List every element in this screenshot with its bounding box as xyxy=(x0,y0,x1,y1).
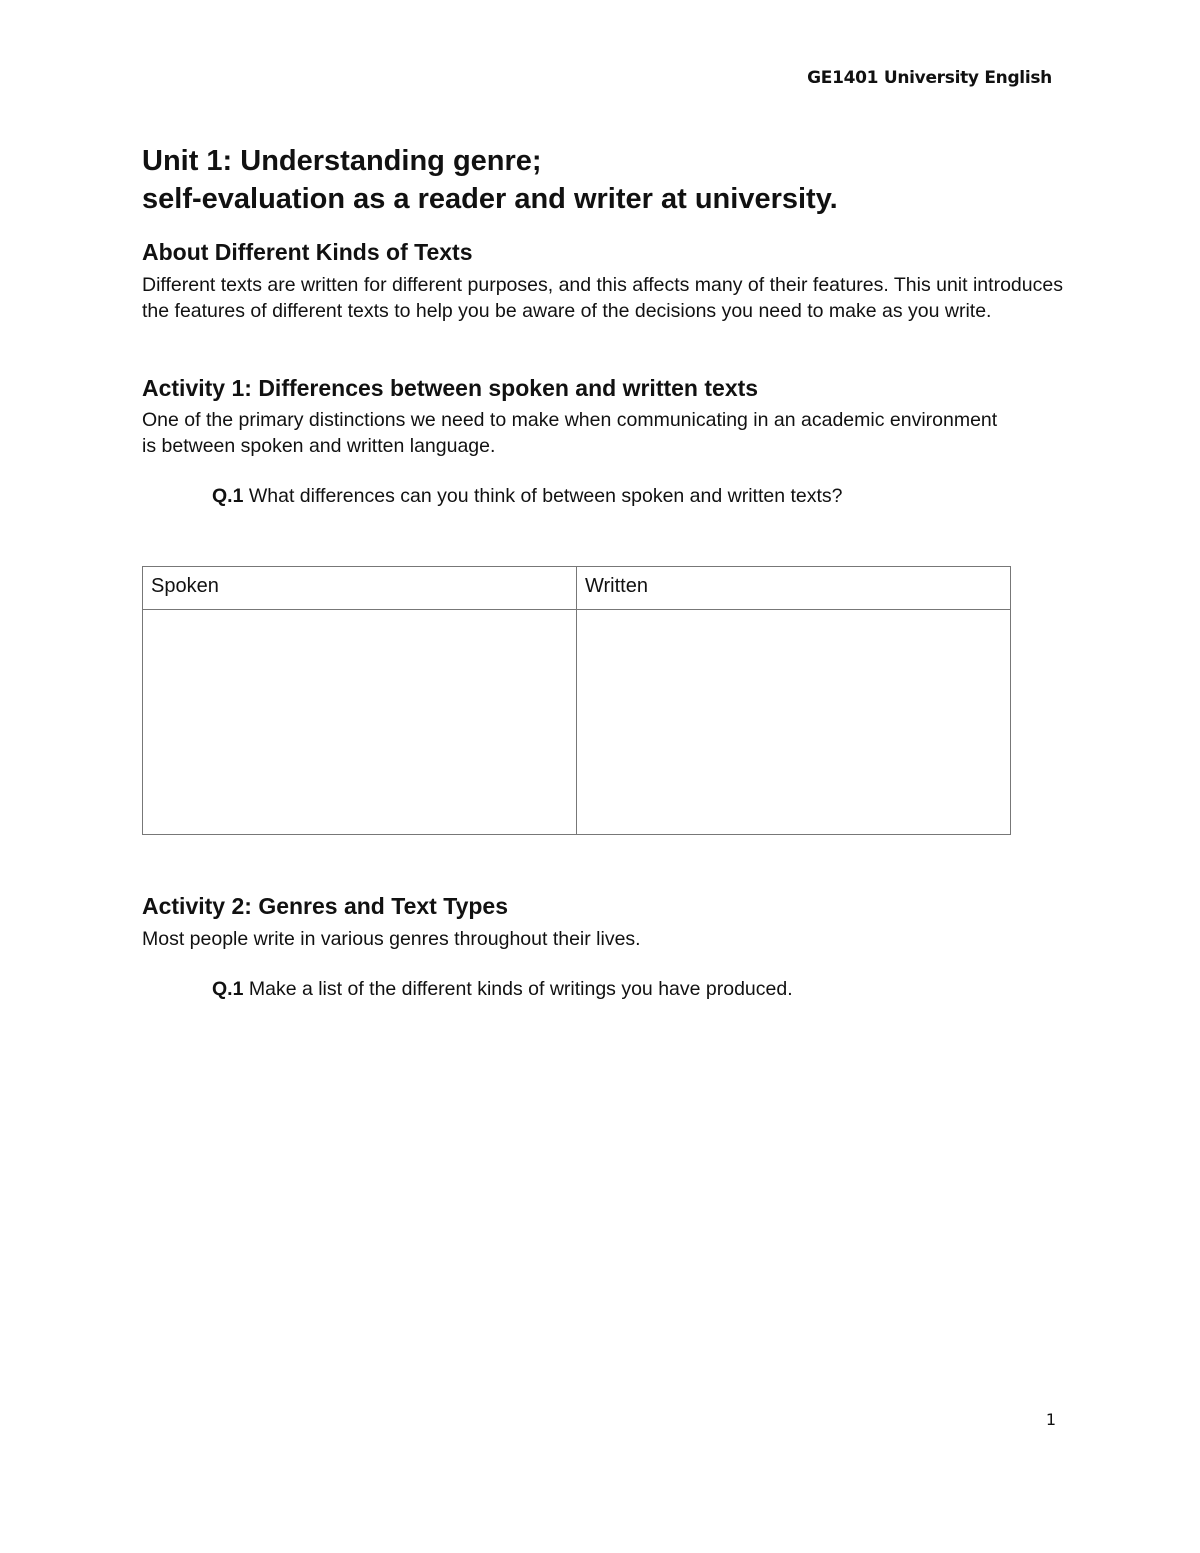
activity2-question xyxy=(212,978,793,1001)
answer-cell-written[interactable] xyxy=(577,610,1011,835)
activity1-heading: Activity 1: Differences between spoken and written texts xyxy=(142,375,759,401)
table-header-written: Written xyxy=(577,567,1011,610)
about-paragraph: Different texts are written for different purposes, and this affects many of their features. This unit introduces the features of different texts to help you be aware of the decisions you need to make as you write. xyxy=(142,274,1063,322)
unit-title-line-1: Unit 1: Understanding genre; xyxy=(142,145,542,177)
table-header-spoken: Spoken xyxy=(143,567,577,610)
activity1-question xyxy=(212,485,843,508)
activity2-question-number: Q.1 xyxy=(212,978,244,1000)
activity1-question-text: What differences can you think of between spoken and written texts? xyxy=(243,485,843,507)
activity2-question-text: Make a list of the different kinds of writings you have produced. xyxy=(243,978,793,1000)
spoken-written-table xyxy=(142,566,1011,835)
activity1-paragraph: One of the primary distinctions we need to make when communicating in an academic environment is between spoken and written language. xyxy=(142,409,998,457)
unit-title xyxy=(142,142,838,218)
activity2-heading: Activity 2: Genres and Text Types xyxy=(142,893,508,919)
course-header: GE1401 University English xyxy=(807,68,1052,88)
unit-title-line-2: self-evaluation as a reader and writer at university. xyxy=(142,183,838,215)
answer-cell-spoken[interactable] xyxy=(143,610,577,835)
activity1-question-number: Q.1 xyxy=(212,485,244,507)
page-number: 1 xyxy=(1045,1410,1056,1429)
activity2-paragraph: Most people write in various genres throughout their lives. xyxy=(142,928,641,950)
about-heading: About Different Kinds of Texts xyxy=(142,239,473,265)
